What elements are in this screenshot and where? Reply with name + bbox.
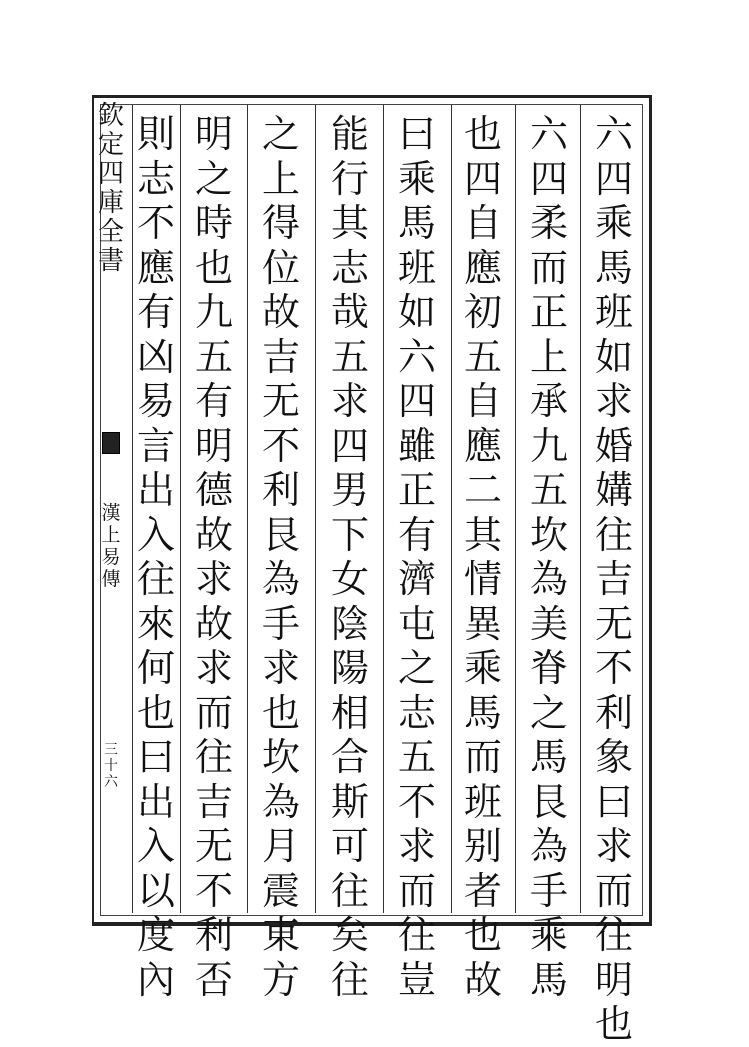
- column-divider: [580, 105, 581, 913]
- fishtail-mark: [102, 432, 120, 454]
- text-column-4: 曰乘馬班如六四雖正有濟屯之志五不求而往豈: [397, 112, 436, 1002]
- folio-number: 三十六: [104, 742, 118, 790]
- column-divider: [180, 105, 181, 913]
- column-divider: [132, 105, 133, 913]
- margin-column: [96, 102, 126, 912]
- column-divider: [515, 105, 516, 913]
- section-title: 漢上易傳: [101, 502, 121, 590]
- text-column-3: 也四自應初五自應二其情異乘馬而班别者也故: [463, 112, 502, 1002]
- bottom-rule: [92, 924, 652, 926]
- text-column-5: 能行其志哉五求四男下女陰陽相合斯可往矣往: [330, 112, 369, 1002]
- column-divider: [451, 105, 452, 913]
- column-divider: [383, 105, 384, 913]
- text-column-7: 明之時也九五有明德故求故求而往吉无不利否: [194, 112, 233, 1002]
- text-column-6: 之上得位故吉无不利艮為手求也坎為月震東方: [261, 112, 300, 1002]
- column-divider: [247, 105, 248, 913]
- book-title: 欽定四庫全書: [97, 101, 124, 276]
- text-column-8: 則志不應有凶易言出入往來何也曰出入以度內: [136, 112, 175, 1002]
- text-column-1: 六四乘馬班如求婚媾往吉无不利象曰求而往明也: [594, 112, 633, 1046]
- text-column-2: 六四柔而正上承九五坎為美脊之馬艮為手乘馬: [529, 112, 568, 1002]
- column-divider: [315, 105, 316, 913]
